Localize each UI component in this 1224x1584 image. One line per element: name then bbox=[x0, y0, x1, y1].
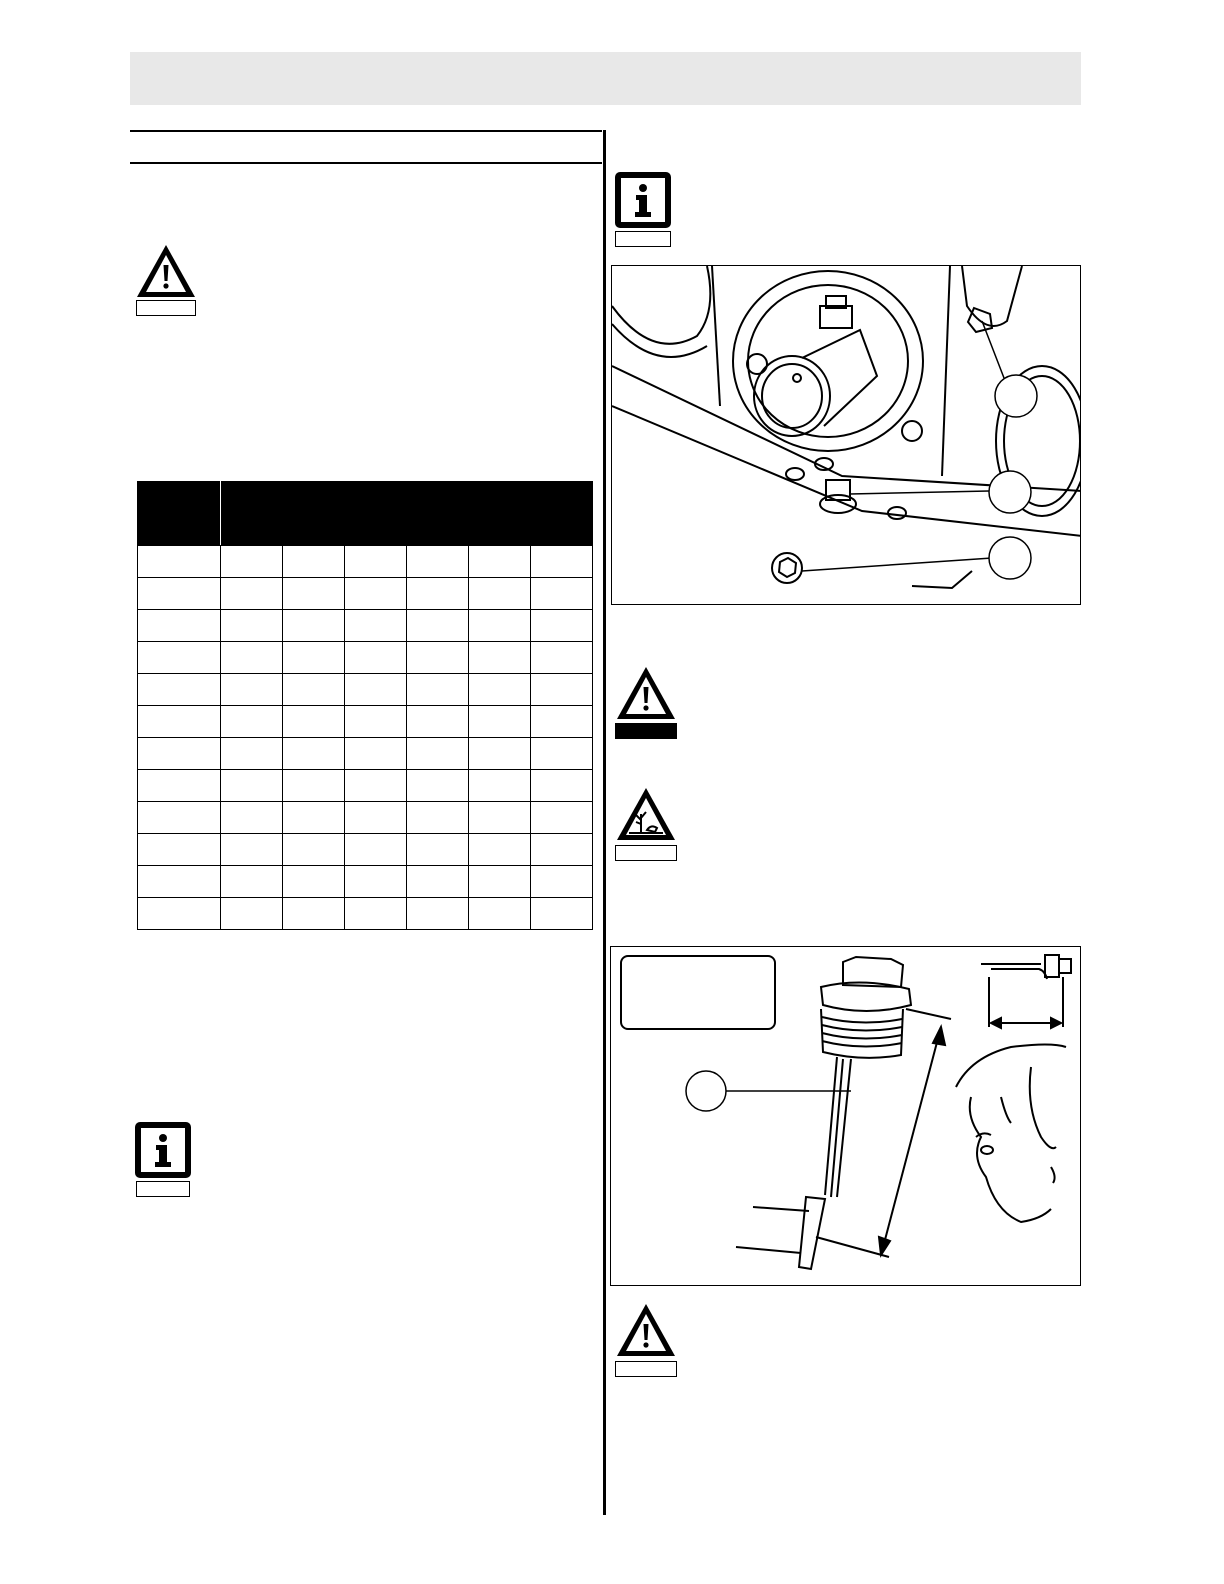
figure-1-callout-label bbox=[1000, 482, 1020, 502]
warning-sign-left bbox=[135, 243, 197, 317]
table-cell bbox=[531, 706, 593, 738]
table-row-header-cell bbox=[138, 578, 221, 610]
table-corner-header bbox=[138, 482, 221, 546]
table-sub-header bbox=[221, 515, 283, 546]
table-row bbox=[138, 802, 593, 834]
table-row bbox=[138, 578, 593, 610]
table-cell bbox=[283, 546, 345, 578]
table-cell bbox=[469, 738, 531, 770]
table-sub-header bbox=[345, 515, 407, 546]
table-group-header bbox=[469, 482, 593, 515]
table-cell bbox=[407, 834, 469, 866]
table-row bbox=[138, 546, 593, 578]
table-cell bbox=[283, 706, 345, 738]
info-icon bbox=[135, 1122, 191, 1178]
table-cell bbox=[345, 674, 407, 706]
table-group-header bbox=[221, 482, 345, 515]
table-cell bbox=[469, 546, 531, 578]
table-cell bbox=[221, 546, 283, 578]
table-cell bbox=[221, 770, 283, 802]
info-sign-right bbox=[614, 172, 672, 249]
table-cell bbox=[221, 578, 283, 610]
table-cell bbox=[345, 546, 407, 578]
table-cell bbox=[345, 866, 407, 898]
table-cell bbox=[283, 866, 345, 898]
table-cell bbox=[221, 866, 283, 898]
table-cell bbox=[283, 642, 345, 674]
table-cell bbox=[469, 706, 531, 738]
table-cell bbox=[345, 706, 407, 738]
table-row-header-cell bbox=[138, 610, 221, 642]
table-cell bbox=[531, 834, 593, 866]
table-cell bbox=[407, 866, 469, 898]
table-cell bbox=[345, 898, 407, 930]
table-cell bbox=[531, 578, 593, 610]
table-row-header-cell bbox=[138, 674, 221, 706]
table-sub-header bbox=[407, 515, 469, 546]
table-cell bbox=[221, 738, 283, 770]
table-cell bbox=[283, 610, 345, 642]
table-cell bbox=[469, 834, 531, 866]
table-cell bbox=[531, 610, 593, 642]
table-cell bbox=[221, 642, 283, 674]
environment-sign-right bbox=[614, 786, 678, 862]
figure-legend-box bbox=[620, 955, 776, 1030]
table-sub-header bbox=[469, 515, 531, 546]
table-row bbox=[138, 674, 593, 706]
figure-dipstick bbox=[610, 946, 1081, 1286]
info-sign-left-label bbox=[136, 1181, 190, 1197]
table-cell bbox=[407, 802, 469, 834]
table-cell bbox=[407, 578, 469, 610]
table-cell bbox=[469, 802, 531, 834]
table-cell bbox=[407, 706, 469, 738]
table-row-header-cell bbox=[138, 770, 221, 802]
table-group-header bbox=[345, 482, 469, 515]
table-cell bbox=[221, 610, 283, 642]
figure-1-callout-label bbox=[1006, 386, 1026, 406]
environment-hazard-icon bbox=[614, 786, 678, 842]
warning-sign-right-bottom bbox=[614, 1302, 678, 1378]
table-cell bbox=[407, 770, 469, 802]
table-body bbox=[138, 546, 593, 930]
table-row-header-cell bbox=[138, 642, 221, 674]
table-cell bbox=[531, 674, 593, 706]
table-cell bbox=[221, 898, 283, 930]
table-cell bbox=[531, 546, 593, 578]
warning-sign-left-label bbox=[136, 300, 196, 316]
table-row-header-cell bbox=[138, 898, 221, 930]
danger-sign-right-label bbox=[615, 723, 677, 739]
table-row-header-cell bbox=[138, 706, 221, 738]
warning-triangle-icon bbox=[614, 1302, 678, 1358]
table-cell bbox=[469, 866, 531, 898]
danger-sign-right bbox=[614, 665, 678, 739]
table-cell bbox=[221, 834, 283, 866]
table-cell bbox=[221, 706, 283, 738]
info-icon bbox=[614, 172, 672, 228]
page-header-bar bbox=[130, 52, 1081, 105]
table-cell bbox=[531, 866, 593, 898]
table-cell bbox=[283, 834, 345, 866]
section-rule-top bbox=[130, 130, 602, 132]
table-row bbox=[138, 770, 593, 802]
table-row bbox=[138, 610, 593, 642]
info-sign-right-label bbox=[615, 231, 671, 247]
table-row-header-cell bbox=[138, 546, 221, 578]
figure-pump-housing bbox=[611, 265, 1081, 605]
table-cell bbox=[407, 898, 469, 930]
table-row bbox=[138, 738, 593, 770]
table-cell bbox=[283, 770, 345, 802]
figure-2-callout-label bbox=[696, 1081, 716, 1101]
table-cell bbox=[221, 674, 283, 706]
table-cell bbox=[469, 674, 531, 706]
table-cell bbox=[531, 738, 593, 770]
table-cell bbox=[407, 546, 469, 578]
table-cell bbox=[531, 802, 593, 834]
table-cell bbox=[531, 642, 593, 674]
table-cell bbox=[345, 578, 407, 610]
info-sign-left bbox=[135, 1122, 191, 1198]
table-cell bbox=[283, 802, 345, 834]
table-row bbox=[138, 642, 593, 674]
data-table bbox=[137, 481, 593, 930]
table-cell bbox=[283, 674, 345, 706]
table-row bbox=[138, 866, 593, 898]
section-title bbox=[130, 135, 602, 161]
table-cell bbox=[469, 898, 531, 930]
environment-sign-right-label bbox=[615, 845, 677, 861]
table-row-header-cell bbox=[138, 866, 221, 898]
column-divider bbox=[603, 130, 606, 1515]
warning-triangle-icon bbox=[135, 243, 197, 299]
table-sub-header bbox=[283, 515, 345, 546]
table-cell bbox=[407, 738, 469, 770]
table-row-header-cell bbox=[138, 834, 221, 866]
table-row bbox=[138, 834, 593, 866]
table-cell bbox=[469, 578, 531, 610]
figure-1-callout-label bbox=[1000, 548, 1020, 568]
table-cell bbox=[531, 770, 593, 802]
table-cell bbox=[345, 834, 407, 866]
warning-sign-right-bottom-label bbox=[615, 1361, 677, 1377]
table-cell bbox=[469, 770, 531, 802]
table-cell bbox=[407, 642, 469, 674]
table-cell bbox=[345, 642, 407, 674]
table-cell bbox=[345, 738, 407, 770]
table-cell bbox=[345, 770, 407, 802]
table-cell bbox=[283, 898, 345, 930]
table-cell bbox=[407, 610, 469, 642]
table-cell bbox=[221, 802, 283, 834]
table-cell bbox=[469, 610, 531, 642]
table-cell bbox=[345, 802, 407, 834]
table-row bbox=[138, 898, 593, 930]
table-cell bbox=[283, 578, 345, 610]
table-row-header-cell bbox=[138, 802, 221, 834]
table-cell bbox=[531, 898, 593, 930]
table-row bbox=[138, 706, 593, 738]
warning-triangle-icon bbox=[614, 665, 678, 721]
table-cell bbox=[469, 642, 531, 674]
table-cell bbox=[345, 610, 407, 642]
table-row-header-cell bbox=[138, 738, 221, 770]
section-rule-bottom bbox=[130, 162, 602, 164]
table-sub-header bbox=[531, 515, 593, 546]
table-cell bbox=[407, 674, 469, 706]
table-cell bbox=[283, 738, 345, 770]
